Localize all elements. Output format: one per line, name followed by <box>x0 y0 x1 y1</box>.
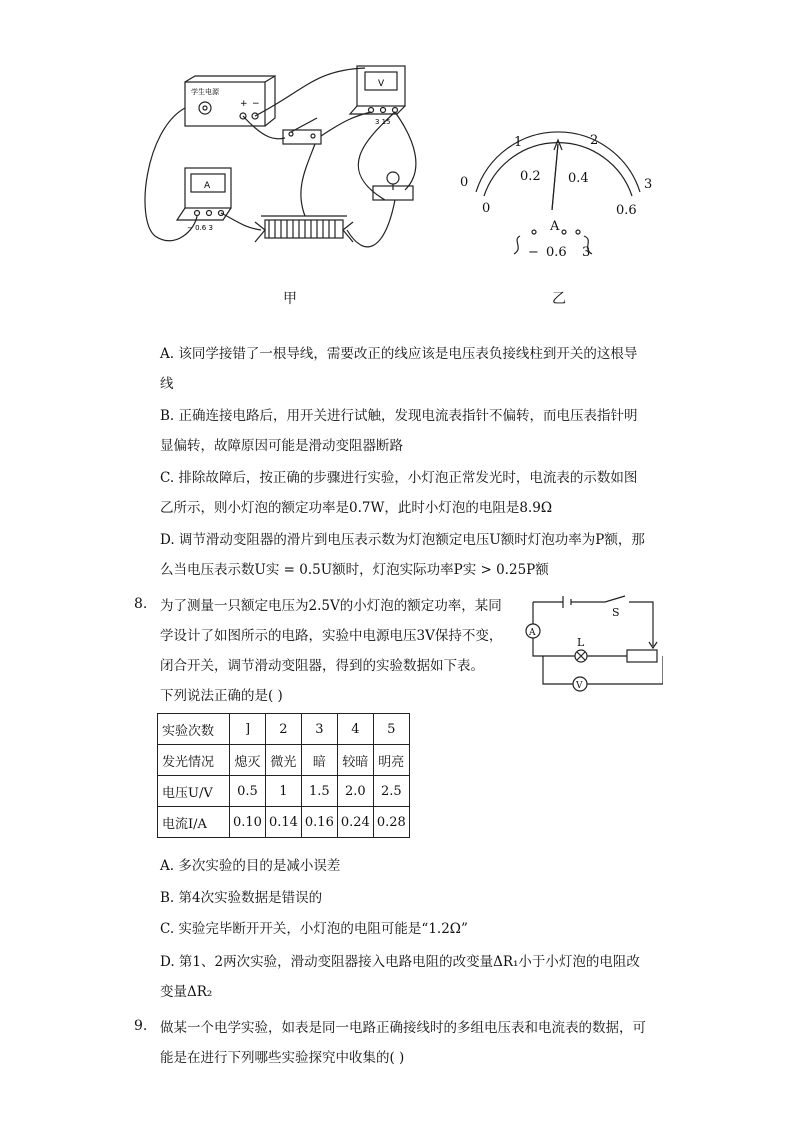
table-row <box>158 807 410 838</box>
terminal-minus: − <box>528 245 539 260</box>
ammeter-terminals: − 0.6 3 <box>187 224 213 232</box>
outer-scale-1: 1 <box>514 135 523 150</box>
inner-scale-1: 0.2 <box>520 169 541 184</box>
table-cell: 暗 <box>301 745 337 776</box>
table-cell: 明亮 <box>373 745 409 776</box>
table-cell: 发光情况 <box>158 745 230 776</box>
table-cell: 0.14 <box>265 807 301 838</box>
dial-unit: A <box>550 219 560 234</box>
inner-scale-0: 0 <box>482 201 491 216</box>
q7-option-c-line2: 乙所示，则小灯泡的额定功率是0.7W，此时小灯泡的电阻是8.9Ω <box>160 500 553 516</box>
table-cell: 实验次数 <box>158 714 230 745</box>
table-cell: 2.5 <box>373 776 409 807</box>
table-row <box>158 776 410 807</box>
q8-number: 8. <box>134 596 148 612</box>
outer-scale-0: 0 <box>460 175 469 190</box>
table-cell: 1.5 <box>301 776 337 807</box>
figure-caption-yi: 乙 <box>552 291 566 307</box>
voltmeter-terminals: 3 15 <box>375 118 391 126</box>
q7-option-c-line1: C. 排除故障后，按正确的步骤进行实验，小灯泡正常发光时，电流表的示数如图 <box>160 470 638 486</box>
inner-scale-3: 0.6 <box>616 203 637 218</box>
inner-scale-2: 0.4 <box>568 171 589 186</box>
table-cell: ] <box>230 714 266 745</box>
terminal-06: 0.6 <box>546 245 567 260</box>
outer-scale-2: 2 <box>590 133 599 148</box>
table-cell: 0.16 <box>301 807 337 838</box>
table-cell: 5 <box>373 714 409 745</box>
ammeter-dial-figure <box>448 128 668 268</box>
power-plus-label: + <box>240 99 248 109</box>
table-cell: 3 <box>301 714 337 745</box>
q9-stem-line1: 做某一个电学实验，如表是同一电路正确接线时的多组电压表和电流表的数据，可 <box>160 1020 646 1036</box>
power-minus-label: − <box>252 99 260 109</box>
circuit-figure-jia <box>135 60 445 290</box>
table-cell: 0.28 <box>373 807 409 838</box>
q8-option-a: A. 多次实验的目的是减小误差 <box>160 858 341 874</box>
voltmeter-label: V <box>378 79 385 89</box>
q7-option-a-line1: A. 该同学接错了一根导线，需要改正的线应该是电压表负接线柱到开关的这根导 <box>160 346 638 362</box>
q7-option-a-line2: 线 <box>160 376 174 392</box>
q8-voltmeter-label: V <box>576 681 583 691</box>
q7-option-b-line2: 显偏转，故障原因可能是滑动变阻器断路 <box>160 438 403 454</box>
table-row <box>158 714 410 745</box>
table-cell: 熄灭 <box>230 745 266 776</box>
q8-option-c: C. 实验完毕断开开关，小灯泡的电阻可能是“1.2Ω” <box>160 921 468 937</box>
q8-stem-line2: 学设计了如图所示的电路，实验中电源电压3V保持不变， <box>160 628 503 644</box>
q8-circuit-diagram <box>515 594 663 696</box>
terminal-3: 3 <box>582 245 591 260</box>
q9-stem-line2: 能是在进行下列哪些实验探究中收集的( ) <box>160 1050 405 1066</box>
ammeter-label: A <box>204 181 211 191</box>
q8-option-d-line1: D. 第1、2两次实验，滑动变阻器接入电路电阻的改变量ΔR₁小于小灯泡的电阻改 <box>160 954 640 970</box>
q8-stem-line1: 为了测量一只额定电压为2.5V的小灯泡的额定功率，某同 <box>160 598 502 614</box>
table-cell: 较暗 <box>337 745 373 776</box>
q8-stem-line4: 下列说法正确的是( ) <box>160 688 283 704</box>
figure-caption-jia: 甲 <box>283 291 297 307</box>
q8-lamp-label: L <box>577 636 585 649</box>
table-cell: 0.24 <box>337 807 373 838</box>
table-cell: 电压U/V <box>158 776 230 807</box>
q8-stem-line3: 闭合开关，调节滑动变阻器，得到的实验数据如下表。 <box>160 658 484 674</box>
table-cell: 0.10 <box>230 807 266 838</box>
power-supply-label: 学生电源 <box>191 88 219 96</box>
table-row <box>158 745 410 776</box>
table-cell: 电流I/A <box>158 807 230 838</box>
q7-option-d-line2: 么当电压表示数U实 = 0.5U额时，灯泡实际功率P实 > 0.25P额 <box>160 562 549 578</box>
outer-scale-3: 3 <box>644 177 653 192</box>
q8-data-table <box>157 713 410 838</box>
q9-number: 9. <box>134 1018 148 1034</box>
table-cell: 0.5 <box>230 776 266 807</box>
table-cell: 2 <box>265 714 301 745</box>
table-cell: 2.0 <box>337 776 373 807</box>
q7-option-d-line1: D. 调节滑动变阻器的滑片到电压表示数为灯泡额定电压U额时灯泡功率为P额，那 <box>160 532 645 548</box>
q8-option-d-line2: 变量ΔR₂ <box>160 984 213 1000</box>
table-cell: 微光 <box>265 745 301 776</box>
table-cell: 1 <box>265 776 301 807</box>
q8-switch-label: S <box>612 606 620 619</box>
table-cell: 4 <box>337 714 373 745</box>
q8-option-b: B. 第4次实验数据是错误的 <box>160 890 323 906</box>
q7-option-b-line1: B. 正确连接电路后，用开关进行试触，发现电流表指针不偏转，而电压表指针明 <box>160 408 638 424</box>
q8-ammeter-label: A <box>529 628 536 638</box>
